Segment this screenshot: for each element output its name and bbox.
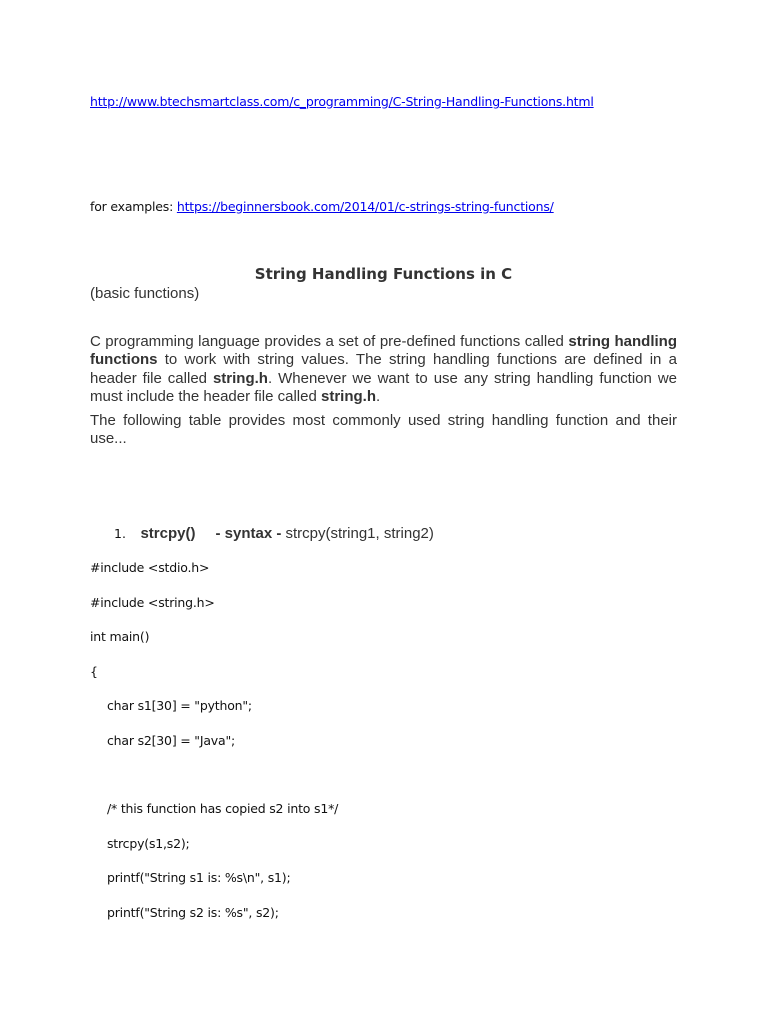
table-intro-paragraph: The following table provides most commonly used string handling function and their use... xyxy=(90,412,677,448)
intro-text-2: to work with string values. The string handling functions are defined in a header file called xyxy=(90,351,677,387)
intro-text-4: . xyxy=(375,387,381,405)
list-number: 1. xyxy=(114,526,126,541)
examples-url-link[interactable]: https://beginnersbook.com/2014/01/c-strings-string-functions/ xyxy=(176,199,554,214)
code-comment: /* this function has copied s2 into s1*/ xyxy=(107,801,339,816)
code-line: char s1[30] = "python"; xyxy=(107,698,252,713)
code-line: char s2[30] = "Java"; xyxy=(107,733,236,748)
examples-prefix: for examples: xyxy=(90,199,177,214)
syntax-label: - syntax - xyxy=(215,525,282,542)
code-line: printf("String s2 is: %s", s2); xyxy=(107,905,279,920)
examples-line xyxy=(90,199,554,214)
list-heading xyxy=(140,525,433,542)
code-line: { xyxy=(90,664,98,679)
intro-paragraph xyxy=(90,333,677,406)
code-line: printf("String s1 is: %s\n", s1); xyxy=(107,870,291,885)
code-line: strcpy(s1,s2); xyxy=(107,836,190,851)
intro-bold-2: string.h xyxy=(212,369,268,387)
function-name: strcpy() xyxy=(140,525,196,542)
page-title: String Handling Functions in C xyxy=(254,265,513,283)
syntax-value: strcpy(string1, string2) xyxy=(281,525,434,542)
code-line: int main() xyxy=(90,629,150,644)
code-line: #include <stdio.h> xyxy=(90,560,210,575)
intro-bold-3: string.h xyxy=(320,387,376,405)
page-subtitle: (basic functions) xyxy=(90,285,200,302)
top-url-link[interactable]: http://www.btechsmartclass.com/c_programming/C-String-Handling-Functions.html xyxy=(90,94,594,109)
code-line: #include <string.h> xyxy=(90,595,215,610)
intro-text-3: . Whenever we want to use any string handling function we must include the header file called xyxy=(90,369,677,405)
intro-text-1: C programming language provides a set of pre-defined functions called xyxy=(90,333,569,350)
list-item-strcpy xyxy=(114,525,434,543)
intro-bold-1: string handling functions xyxy=(90,333,677,369)
